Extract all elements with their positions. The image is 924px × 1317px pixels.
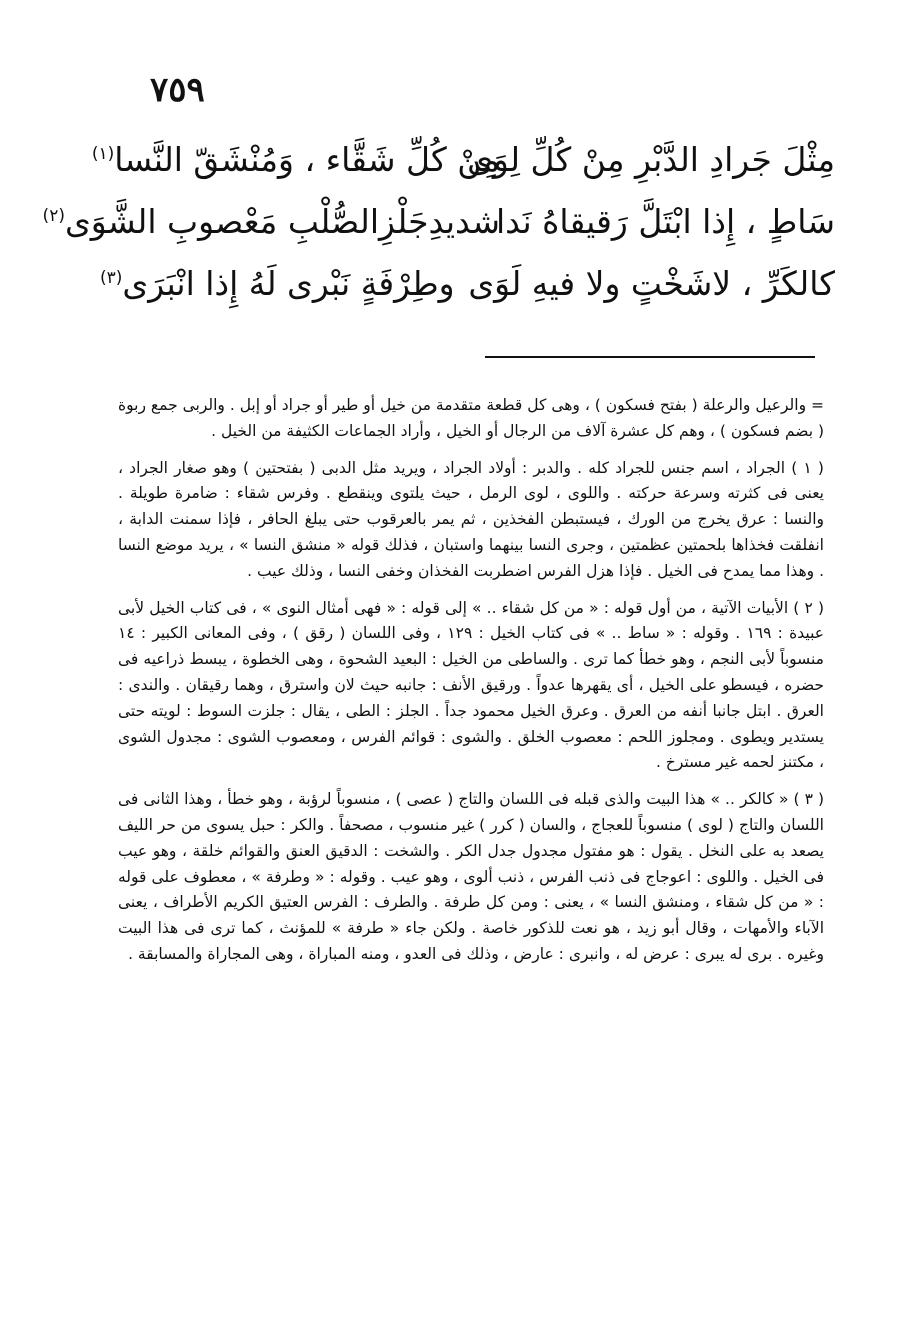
footnote-1: ( ١ ) الجراد ، اسم جنس للجراد كله . والدبر : أولاد الجراد ، ويريد مثل الدبى ( بفتحتين ) وهو صغار الجراد ، يعنى فى كثرته وسرعة حركته . واللوى ، لوى الرمل ، حيث يلتوى وينقطع . وفرس شقاء : ضامرة طويلة . والنسا : عرق يخرج من الورك ، فيستبطن الفخذين ، ثم يمر بالعرقوب حتى يبلغ الحافر ، فإذا سمنت الدابة ، انفلقت فخذاها بلحمتين عظمتين ، وجرى النسا بينهما واستبان ، فذلك قوله « منشق النسا » ، يريد موضع النسا . وهذا مما يمدح فى الخيل . فإذا هزل الفرس اضطربت الفخذان وخفى النسا ، وذلك عيب . bbox=[118, 458, 824, 580]
verse-1 bbox=[91, 128, 835, 190]
verse-1-first-text: مِثْلَ جَرادِ الدَّبْرِ مِنْ كُلِّ لِوَى bbox=[467, 139, 835, 179]
verse-2-first-text: سَاطٍ ، إِذا ابْتَلَّ رَقيقاهُ نَدا bbox=[495, 201, 835, 241]
poem bbox=[42, 128, 835, 314]
verse-3-second-text: وطِرْفَةٍ نَبْرى لَهُ إِذا انْبَرَى bbox=[122, 263, 455, 303]
verse-2 bbox=[42, 190, 835, 252]
verse-2-first-hemistich bbox=[495, 201, 835, 241]
verse-1-second-text: مِنْ كُلِّ شَقَّاء ، وَمُنْشَقّ النَّسا bbox=[114, 139, 500, 179]
verse-2-note-marker: (٢) bbox=[42, 205, 65, 226]
verse-2-second-hemistich bbox=[42, 201, 500, 241]
footnotes bbox=[118, 393, 824, 979]
verse-2-second-text: شديدِجَلْزِالصُّلْبِ مَعْصوبِ الشَّوَى bbox=[64, 201, 500, 241]
footnote-divider bbox=[485, 356, 815, 358]
verse-3-first-text: كالكَرِّ ، لاشَخْتٍ ولا فيهِ لَوَى bbox=[468, 263, 835, 303]
page-number: ٧٥٩ bbox=[150, 70, 205, 110]
footnote-2: ( ٢ ) الأبيات الآتية ، من أول قوله : « من كل شقاء .. » إلى قوله : « فهى أمثال النوى » ، فى كتاب الخيل لأبى عبيدة : ١٦٩ . وقوله : « ساط .. » فى كتاب الخيل : ١٢٩ ، وفى اللسان ( رقق ) ، وفى المعانى الكبير : ١٤ منسوباً لأبى النجم ، وهو خطأ كما ترى . والساطى من الخيل : البعيد الشحوة ، وهى الخطوة ، يبسط ذراعيه فى حضره ، فيسطو على الخيل ، أى يقهرها عدواً . ورقيق الأنف : جانبه حيث لان واسترق ، وهما رقيقان . والندى : العرق . ابتل جانبا أنفه من العرق . وعرق الخيل محمود جداً . الجلز : الطى ، يقال : جلزت السوط : لويته حتى يستدير ويطوى . ومجلوز اللحم : معصوب الخلق . والشوى : قوائم الفرس ، ومعصوب الشوى : مجدول الشوى ، مكتنز لحمه غير مسترخ . bbox=[118, 598, 824, 772]
footnote-continuation: = والرعيل والرعلة ( بفتح فسكون ) ، وهى كل قطعة متقدمة من خيل أو طير أو جراد أو إبل . والربى جمع ربوة ( بضم فسكون ) ، وهم كل عشرة آلاف من الرجال أو الخيل ، وأراد الجماعات الكثيفة من الخيل . bbox=[118, 396, 824, 440]
footnote-3: ( ٣ ) « كالكر .. » هذا البيت والذى قبله فى اللسان والتاج ( عصى ) ، منسوباً لرؤبة ، وهو خطأ ، وهذا الثانى فى اللسان والتاج ( لوى ) منسوباً للعجاج ، والسان ( كرر ) غير منسوب ، مصحفاً . والكر : حبل يسوى من حر الليف يصعد به على النخل . يقول : هو مفتول مجدول جدل الكر . والشخت : الدقيق العنق والقوائم خلقة ، وهو عيب فى الخيل . واللوى : اعوجاج فى ذنب الفرس ، ذنب ألوى ، وهو عيب . وقوله : « وطرفة » ، معطوف على قوله : « من كل شقاء ، ومنشق النسا » ، يعنى : ومن كل طرفة . والطرف : الفرس العتيق الكريم الأطراف ، يعنى الآباء والأمهات ، وقال أبو زيد ، هو نعت للذكور خاصة . ولكن جاء « طرفة » للمؤنث ، كما ترى فى هذا البيت وغيره . برى له يبرى : عرض له ، وانبرى : عارض ، وذلك فى العدو ، ومنه المباراة ، وهى المجاراة والمسابقة . bbox=[118, 790, 824, 963]
verse-1-second-hemistich bbox=[91, 139, 500, 179]
verse-3-second-hemistich bbox=[100, 264, 500, 303]
verse-1-first-hemistich bbox=[467, 139, 835, 179]
verse-3 bbox=[100, 252, 835, 314]
verse-1-note-marker: (١) bbox=[91, 143, 115, 164]
verse-3-note-marker: (٣) bbox=[100, 267, 123, 288]
verse-3-first-hemistich bbox=[468, 263, 835, 303]
